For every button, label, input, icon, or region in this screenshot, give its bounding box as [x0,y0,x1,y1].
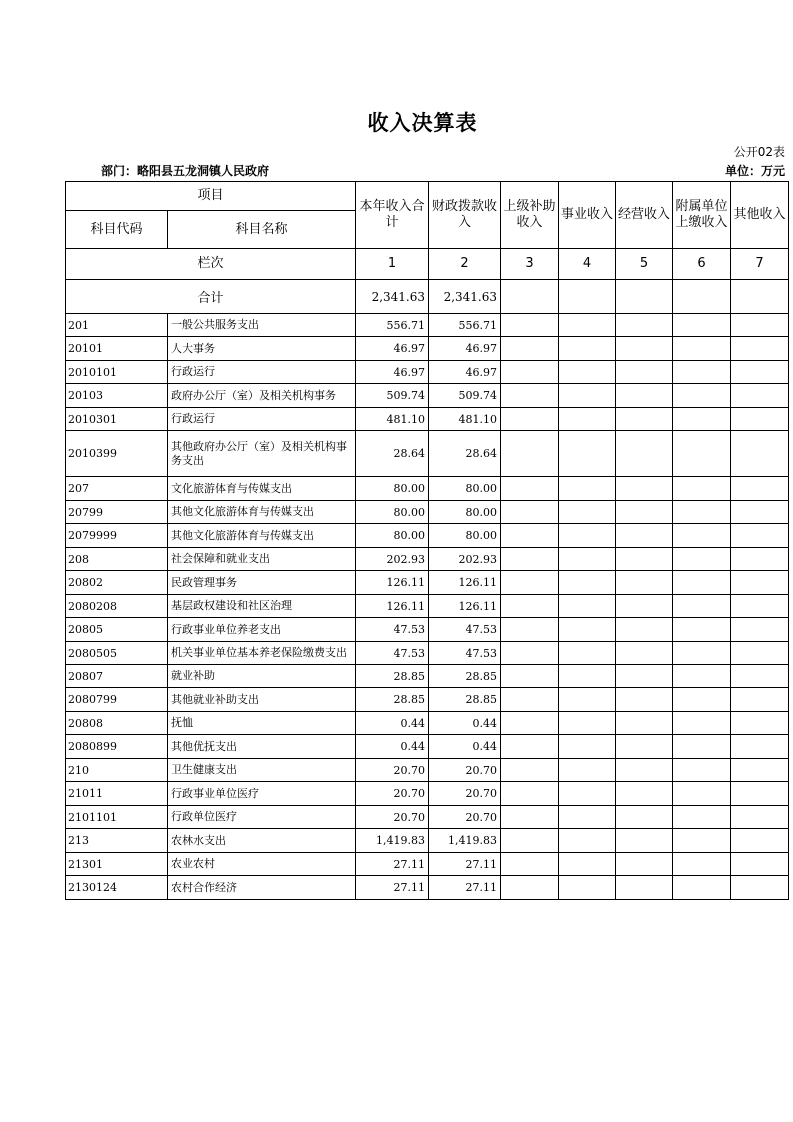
row-value-7 [731,384,789,408]
row-value-2: 20.70 [429,806,501,829]
header-col3 [501,182,559,249]
row-value-2: 126.11 [429,595,501,618]
row-value-7 [731,712,789,735]
row-value-6 [673,735,731,759]
row-value-4 [559,571,616,595]
table-row [66,782,789,806]
row-value-1: 27.11 [356,876,429,900]
row-code: 2080899 [66,735,168,759]
row-value-6 [673,548,731,571]
row-value-6 [673,642,731,665]
row-value-6 [673,782,731,806]
row-value-6 [673,759,731,782]
row-code: 201 [66,314,168,337]
row-value-4 [559,501,616,524]
row-value-6 [673,384,731,408]
row-value-4 [559,712,616,735]
table-row [66,361,789,384]
row-value-6 [673,853,731,876]
row-code: 21011 [66,782,168,806]
row-name: 民政管理事务 [168,571,356,595]
row-value-6 [673,571,731,595]
table-row [66,829,789,853]
row-value-5 [616,782,673,806]
row-value-1: 80.00 [356,477,429,501]
row-value-1: 0.44 [356,712,429,735]
row-value-4 [559,384,616,408]
row-value-4 [559,782,616,806]
row-value-1: 481.10 [356,408,429,431]
row-value-3 [501,477,559,501]
row-value-5 [616,571,673,595]
table-row [66,853,789,876]
row-value-5 [616,384,673,408]
row-value-3 [501,408,559,431]
row-value-3 [501,853,559,876]
row-code: 2080799 [66,688,168,712]
row-value-4 [559,595,616,618]
row-value-5 [616,501,673,524]
row-code: 21301 [66,853,168,876]
row-value-3 [501,642,559,665]
row-value-1: 509.74 [356,384,429,408]
row-value-2: 28.85 [429,665,501,688]
row-value-2: 481.10 [429,408,501,431]
row-code: 20805 [66,618,168,642]
row-value-3 [501,431,559,477]
row-name: 行政单位医疗 [168,806,356,829]
row-value-2: 80.00 [429,524,501,548]
row-value-4 [559,361,616,384]
row-value-3 [501,314,559,337]
row-value-2: 47.53 [429,642,501,665]
row-value-6 [673,829,731,853]
row-value-4 [559,337,616,361]
row-value-2: 0.44 [429,712,501,735]
table-row [66,618,789,642]
table-row [66,571,789,595]
row-value-2: 27.11 [429,876,501,900]
table-row [66,688,789,712]
total-row [66,280,789,314]
row-value-4 [559,735,616,759]
row-code: 20101 [66,337,168,361]
row-value-2: 0.44 [429,735,501,759]
row-value-5 [616,712,673,735]
header-col2 [429,182,501,249]
header-col4: 事业收入 [559,182,616,249]
row-value-5 [616,806,673,829]
row-value-6 [673,501,731,524]
row-value-5 [616,595,673,618]
row-value-5 [616,642,673,665]
row-value-1: 28.85 [356,688,429,712]
row-value-3 [501,524,559,548]
row-value-2: 20.70 [429,782,501,806]
row-value-7 [731,571,789,595]
row-name [168,642,356,665]
row-value-6 [673,712,731,735]
table-row [66,759,789,782]
row-value-6 [673,431,731,477]
row-code: 2010399 [66,431,168,477]
row-value-2: 46.97 [429,361,501,384]
row-value-5 [616,548,673,571]
row-code: 213 [66,829,168,853]
row-value-2: 202.93 [429,548,501,571]
table-row [66,431,789,477]
row-value-5 [616,665,673,688]
column-index-5: 5 [616,249,673,280]
row-name: 人大事务 [168,337,356,361]
row-value-1: 46.97 [356,361,429,384]
row-value-2: 80.00 [429,501,501,524]
row-value-7 [731,314,789,337]
row-value-3 [501,384,559,408]
table-row [66,712,789,735]
row-name: 社会保障和就业支出 [168,548,356,571]
row-name: 文化旅游体育与传媒支出 [168,477,356,501]
department-label: 部门：略阳县五龙洞镇人民政府 [101,164,270,178]
row-value-6 [673,314,731,337]
row-value-4 [559,524,616,548]
column-index-6: 6 [673,249,731,280]
row-name: 卫生健康支出 [168,759,356,782]
row-value-2: 556.71 [429,314,501,337]
row-value-7 [731,595,789,618]
row-value-6 [673,361,731,384]
header-col1 [356,182,429,249]
header-code: 科目代码 [66,211,168,249]
table-row [66,806,789,829]
row-name: 政府办公厅（室）及相关机构事务 [168,384,356,408]
row-value-5 [616,361,673,384]
row-value-1: 46.97 [356,337,429,361]
row-value-6 [673,337,731,361]
row-value-5 [616,759,673,782]
row-value-2: 28.85 [429,688,501,712]
header-col7 [731,182,789,249]
row-value-2: 27.11 [429,853,501,876]
row-name: 就业补助 [168,665,356,688]
row-value-3 [501,665,559,688]
row-value-2: 28.64 [429,431,501,477]
row-value-7 [731,735,789,759]
row-value-7 [731,361,789,384]
table-row [66,595,789,618]
row-code: 2080505 [66,642,168,665]
row-value-5 [616,477,673,501]
row-name: 农村合作经济 [168,876,356,900]
row-value-3 [501,501,559,524]
row-code: 2079999 [66,524,168,548]
row-value-4 [559,853,616,876]
unit-label: 单位：万元 [724,164,785,178]
column-index-1: 1 [356,249,429,280]
row-code: 2010301 [66,408,168,431]
total-value-6 [673,280,731,314]
column-index-4: 4 [559,249,616,280]
row-value-1: 47.53 [356,642,429,665]
table-row [66,524,789,548]
row-code: 20802 [66,571,168,595]
page-title: 收入决算表 [367,111,478,135]
row-name: 其他就业补助支出 [168,688,356,712]
table-row [66,314,789,337]
row-code: 2101101 [66,806,168,829]
header-col1-label: 本年收入合计 [359,199,425,230]
row-code: 20808 [66,712,168,735]
form-number: 公开02表 [733,145,785,159]
row-value-5 [616,876,673,900]
row-code: 2080208 [66,595,168,618]
header-col5-label: 经营收入 [618,207,671,222]
row-name: 行政事业单位医疗 [168,782,356,806]
row-code: 20799 [66,501,168,524]
row-value-7 [731,642,789,665]
row-name: 农业农村 [168,853,356,876]
row-value-7 [731,782,789,806]
table-row [66,876,789,900]
row-value-7 [731,665,789,688]
row-value-4 [559,314,616,337]
total-value-2: 2,341.63 [429,280,501,314]
row-value-2: 47.53 [429,618,501,642]
row-value-7 [731,408,789,431]
row-value-3 [501,337,559,361]
row-value-5 [616,618,673,642]
row-value-1: 80.00 [356,501,429,524]
row-value-4 [559,688,616,712]
row-value-5 [616,314,673,337]
row-value-4 [559,829,616,853]
row-value-1: 1,419.83 [356,829,429,853]
row-value-2: 46.97 [429,337,501,361]
row-value-1: 202.93 [356,548,429,571]
row-value-1: 47.53 [356,618,429,642]
column-index-label: 栏次 [66,249,356,280]
header-item: 项目 [66,182,356,211]
row-name-text: 机关事业单位基本养老保险缴费支出 [171,646,347,659]
total-label: 合计 [66,280,356,314]
row-value-3 [501,759,559,782]
row-value-4 [559,806,616,829]
row-value-6 [673,595,731,618]
row-value-7 [731,618,789,642]
table-row [66,408,789,431]
row-value-4 [559,431,616,477]
row-value-1: 0.44 [356,735,429,759]
row-value-5 [616,524,673,548]
income-statement-table [65,181,789,900]
column-index-3: 3 [501,249,559,280]
row-value-6 [673,806,731,829]
row-value-4 [559,876,616,900]
row-value-7 [731,431,789,477]
total-value-3 [501,280,559,314]
row-value-4 [559,408,616,431]
row-value-3 [501,712,559,735]
row-value-4 [559,618,616,642]
row-value-5 [616,735,673,759]
table-row [66,501,789,524]
row-value-7 [731,759,789,782]
table-row [66,665,789,688]
table-row [66,642,789,665]
header-name: 科目名称 [168,211,356,249]
row-value-3 [501,782,559,806]
row-value-6 [673,477,731,501]
row-value-3 [501,829,559,853]
row-value-6 [673,524,731,548]
header-col2-label: 财政拨款收入 [432,199,498,230]
row-value-5 [616,853,673,876]
row-code: 207 [66,477,168,501]
row-value-7 [731,688,789,712]
row-value-1: 27.11 [356,853,429,876]
row-name: 其他政府办公厅（室）及相关机构事务支出 [168,431,356,477]
row-name: 一般公共服务支出 [168,314,356,337]
total-value-4 [559,280,616,314]
row-value-5 [616,688,673,712]
row-name: 行政事业单位养老支出 [168,618,356,642]
row-name: 其他文化旅游体育与传媒支出 [168,501,356,524]
row-name: 行政运行 [168,361,356,384]
row-value-1: 556.71 [356,314,429,337]
row-value-7 [731,829,789,853]
row-value-3 [501,735,559,759]
column-index-7: 7 [731,249,789,280]
table-row [66,477,789,501]
row-value-6 [673,665,731,688]
row-value-5 [616,337,673,361]
row-value-1: 20.70 [356,759,429,782]
row-name: 行政运行 [168,408,356,431]
row-value-1: 28.64 [356,431,429,477]
row-value-6 [673,688,731,712]
row-name: 农林水支出 [168,829,356,853]
row-value-4 [559,642,616,665]
row-value-1: 28.85 [356,665,429,688]
row-value-3 [501,595,559,618]
row-value-4 [559,477,616,501]
row-value-7 [731,853,789,876]
row-value-3 [501,548,559,571]
row-value-2: 1,419.83 [429,829,501,853]
table-row [66,337,789,361]
row-value-4 [559,665,616,688]
row-value-3 [501,618,559,642]
total-value-7 [731,280,789,314]
total-value-5 [616,280,673,314]
row-value-7 [731,548,789,571]
header-col7-label: 其他收入 [733,207,786,222]
table-row [66,548,789,571]
row-value-3 [501,806,559,829]
row-name: 其他文化旅游体育与传媒支出 [168,524,356,548]
table-row [66,384,789,408]
row-value-1: 126.11 [356,571,429,595]
row-value-3 [501,688,559,712]
row-value-5 [616,431,673,477]
row-name: 基层政权建设和社区治理 [168,595,356,618]
row-value-4 [559,759,616,782]
row-value-7 [731,501,789,524]
row-code: 20103 [66,384,168,408]
row-name: 抚恤 [168,712,356,735]
row-value-1: 20.70 [356,782,429,806]
row-code: 2010101 [66,361,168,384]
row-value-5 [616,829,673,853]
row-value-3 [501,876,559,900]
row-name: 其他优抚支出 [168,735,356,759]
row-code: 20807 [66,665,168,688]
row-value-7 [731,806,789,829]
header-col6 [673,182,731,249]
row-value-5 [616,408,673,431]
row-code: 2130124 [66,876,168,900]
table-row [66,735,789,759]
row-value-7 [731,524,789,548]
row-value-7 [731,477,789,501]
row-value-1: 80.00 [356,524,429,548]
row-value-1: 126.11 [356,595,429,618]
row-value-4 [559,548,616,571]
total-value-1: 2,341.63 [356,280,429,314]
header-col5 [616,182,673,249]
row-value-2: 80.00 [429,477,501,501]
row-value-6 [673,408,731,431]
row-value-2: 509.74 [429,384,501,408]
row-value-7 [731,337,789,361]
row-value-6 [673,618,731,642]
row-value-3 [501,571,559,595]
header-col3-label: 上级补助收入 [503,199,556,230]
header-col6-label: 附属单位上缴收入 [675,199,728,230]
row-value-2: 126.11 [429,571,501,595]
row-value-3 [501,361,559,384]
row-value-1: 20.70 [356,806,429,829]
row-value-2: 20.70 [429,759,501,782]
row-code: 210 [66,759,168,782]
row-value-6 [673,876,731,900]
column-index-2: 2 [429,249,501,280]
row-code: 208 [66,548,168,571]
row-value-7 [731,876,789,900]
